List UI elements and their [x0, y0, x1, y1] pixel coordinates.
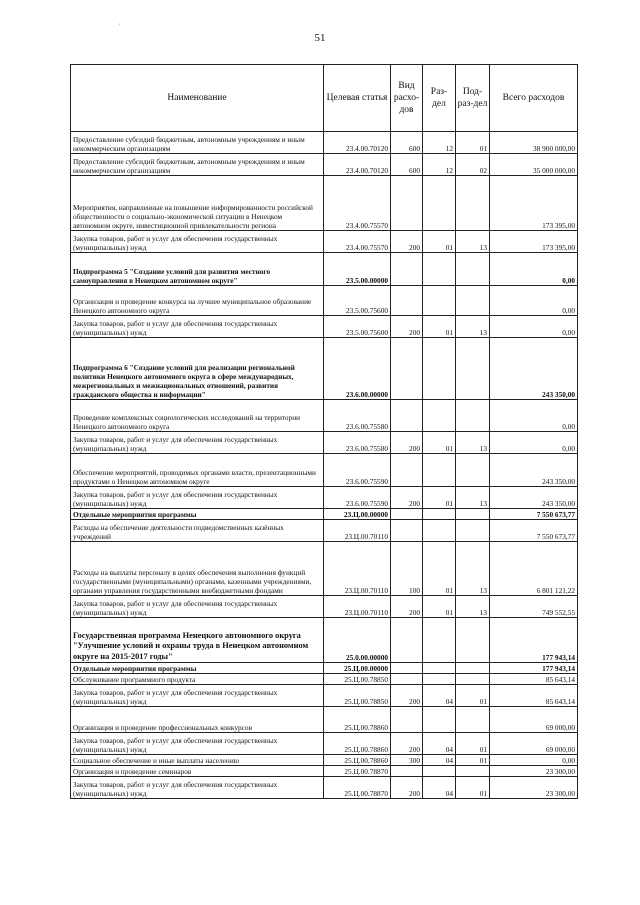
cell-article: 23.4.00.75570	[324, 231, 391, 253]
table-row	[71, 338, 578, 400]
table-row	[71, 520, 578, 542]
cell-name: Обслуживание программного продукта	[71, 674, 324, 685]
cell-total: 0,00	[490, 286, 578, 316]
cell-section: 01	[423, 596, 456, 618]
header-article: Целевая статья	[324, 65, 391, 132]
cell-total: 749 552,55	[490, 596, 578, 618]
table-row	[71, 685, 578, 707]
cell-subsection	[456, 338, 490, 400]
cell-subsection	[456, 766, 490, 777]
cell-section: 04	[423, 685, 456, 707]
cell-subsection	[456, 253, 490, 286]
cell-total: 173 395,00	[490, 231, 578, 253]
cell-name: Государственная программа Ненецкого автономного округа "Улучшение условий и охраны труда в Ненецком автономном округе на 2015-2017 годы"	[71, 618, 324, 663]
cell-article: 23.Ц.00.00000	[324, 509, 391, 520]
cell-name: Расходы на выплаты персоналу в целях обеспечения выполнения функций государственными (муниципальными) органами, казенными учреждениями, органами управления государственными внебюджетными фондами	[71, 542, 324, 596]
cell-name: Социальное обеспечение и иные выплаты населению	[71, 755, 324, 766]
cell-type	[391, 520, 423, 542]
cell-subsection	[456, 520, 490, 542]
cell-article: 23.5.00.75600	[324, 286, 391, 316]
cell-total: 173 395,00	[490, 176, 578, 231]
cell-type: 300	[391, 755, 423, 766]
cell-name: Закупка товаров, работ и услуг для обеспечения государственных (муниципальных) нужд	[71, 596, 324, 618]
cell-total: 243 350,00	[490, 338, 578, 400]
cell-total: 7 550 673,77	[490, 509, 578, 520]
cell-section	[423, 707, 456, 733]
cell-name: Закупка товаров, работ и услуг для обеспечения государственных (муниципальных) нужд	[71, 231, 324, 253]
cell-article: 23.6.00.75580	[324, 432, 391, 454]
cell-total: 0,00	[490, 316, 578, 338]
cell-section: 01	[423, 231, 456, 253]
cell-section: 04	[423, 755, 456, 766]
header-subsection: Под-раз-дел	[456, 65, 490, 132]
cell-subsection: 01	[456, 755, 490, 766]
cell-total: 23 300,00	[490, 777, 578, 799]
table-row	[71, 755, 578, 766]
cell-article: 25.Ц.00.78850	[324, 685, 391, 707]
cell-section: 01	[423, 316, 456, 338]
cell-section	[423, 674, 456, 685]
cell-name: Закупка товаров, работ и услуг для обеспечения государственных (муниципальных) нужд	[71, 316, 324, 338]
cell-name: Организация и проведение конкурса на лучшее муниципальное образование Ненецкого автономного округа	[71, 286, 324, 316]
cell-total: 0,00	[490, 755, 578, 766]
cell-name: Закупка товаров, работ и услуг для обеспечения государственных (муниципальных) нужд	[71, 733, 324, 755]
cell-type	[391, 674, 423, 685]
cell-subsection	[456, 707, 490, 733]
cell-article: 23.5.00.75600	[324, 316, 391, 338]
cell-article: 25.Ц.00.78860	[324, 755, 391, 766]
table-row	[71, 400, 578, 432]
table-row	[71, 286, 578, 316]
table-row	[71, 596, 578, 618]
cell-type	[391, 766, 423, 777]
cell-subsection	[456, 400, 490, 432]
cell-type	[391, 286, 423, 316]
cell-type	[391, 707, 423, 733]
cell-name: Обеспечение мероприятий, проводимых органами власти, презентационными продуктами о Ненецком автономном округе	[71, 454, 324, 487]
cell-section	[423, 338, 456, 400]
cell-name: Отдельные мероприятия программы	[71, 663, 324, 674]
cell-total: 85 643,14	[490, 685, 578, 707]
cell-type	[391, 509, 423, 520]
table-row	[71, 766, 578, 777]
cell-name: Подпрограмма 6 "Создание условий для реализации региональной политики Ненецкого автономного округа в сфере международных, межрегиональных и межнациональных отношений, развития гражданского общества и информации"	[71, 338, 324, 400]
cell-section: 12	[423, 154, 456, 176]
cell-subsection	[456, 176, 490, 231]
cell-type	[391, 253, 423, 286]
cell-name: Закупка товаров, работ и услуг для обеспечения государственных (муниципальных) нужд	[71, 777, 324, 799]
cell-section	[423, 454, 456, 487]
cell-type: 200	[391, 487, 423, 509]
cell-total: 7 550 673,77	[490, 520, 578, 542]
table-header-row	[71, 65, 578, 132]
cell-name: Организация и проведение профессиональных конкурсов	[71, 707, 324, 733]
cell-name: Предоставление субсидий бюджетным, автономным учреждениям и иным некоммерческим организациям	[71, 132, 324, 154]
cell-name: Расходы на обеспечение деятельности подведомственных казённых учреждений	[71, 520, 324, 542]
cell-article: 25.Ц.00.78870	[324, 777, 391, 799]
cell-article: 23.Ц.00.70110	[324, 596, 391, 618]
cell-total: 85 643,14	[490, 674, 578, 685]
budget-table	[70, 64, 578, 799]
cell-type: 200	[391, 316, 423, 338]
cell-name: Мероприятия, направленные на повышение информированности российской общественности о социально-экономической ситуации в Ненецком автономном округе, инвестиционной привлекательности региона	[71, 176, 324, 231]
cell-total: 6 801 121,22	[490, 542, 578, 596]
cell-name: Закупка товаров, работ и услуг для обеспечения государственных (муниципальных) нужд	[71, 487, 324, 509]
cell-total: 69 000,00	[490, 733, 578, 755]
table-row	[71, 707, 578, 733]
cell-subsection	[456, 663, 490, 674]
cell-total: 0,00	[490, 432, 578, 454]
cell-total: 243 350,00	[490, 487, 578, 509]
cell-name: Организация и проведение семинаров	[71, 766, 324, 777]
table-body	[71, 132, 578, 799]
cell-article: 25.0.00.00000	[324, 618, 391, 663]
table-row	[71, 777, 578, 799]
cell-article: 23.6.00.00000	[324, 338, 391, 400]
table-row	[71, 618, 578, 663]
cell-article: 23.6.00.75590	[324, 487, 391, 509]
cell-section: 04	[423, 733, 456, 755]
cell-type	[391, 338, 423, 400]
cell-section	[423, 176, 456, 231]
cell-section	[423, 520, 456, 542]
table-row	[71, 674, 578, 685]
cell-type: 600	[391, 132, 423, 154]
cell-subsection: 01	[456, 685, 490, 707]
cell-type: 100	[391, 542, 423, 596]
table-row	[71, 663, 578, 674]
header-total: Всего расходов	[490, 65, 578, 132]
cell-total: 177 943,14	[490, 618, 578, 663]
cell-total: 38 900 000,00	[490, 132, 578, 154]
table-row	[71, 316, 578, 338]
cell-type	[391, 400, 423, 432]
cell-subsection: 13	[456, 487, 490, 509]
cell-type: 200	[391, 231, 423, 253]
cell-subsection: 13	[456, 596, 490, 618]
cell-subsection: 01	[456, 733, 490, 755]
cell-subsection: 13	[456, 316, 490, 338]
cell-section	[423, 253, 456, 286]
cell-subsection	[456, 674, 490, 685]
table-row	[71, 487, 578, 509]
cell-total: 0,00	[490, 253, 578, 286]
cell-article: 23.6.00.75580	[324, 400, 391, 432]
cell-section	[423, 663, 456, 674]
cell-type	[391, 176, 423, 231]
cell-total: 69 000,00	[490, 707, 578, 733]
cell-name: Закупка товаров, работ и услуг для обеспечения государственных (муниципальных) нужд	[71, 685, 324, 707]
cell-subsection: 13	[456, 231, 490, 253]
page-number: 51	[314, 32, 326, 44]
cell-section	[423, 618, 456, 663]
cell-total: 243 350,00	[490, 454, 578, 487]
cell-subsection: 13	[456, 432, 490, 454]
table-row	[71, 132, 578, 154]
cell-name: Предоставление субсидий бюджетным, автономным учреждениям и иным некоммерческим организациям	[71, 154, 324, 176]
cell-subsection: 13	[456, 542, 490, 596]
header-name: Наименование	[71, 65, 324, 132]
cell-type: 200	[391, 596, 423, 618]
cell-subsection: 02	[456, 154, 490, 176]
cell-section	[423, 509, 456, 520]
table-row	[71, 733, 578, 755]
cell-article: 25.Ц.00.78860	[324, 707, 391, 733]
cell-subsection	[456, 454, 490, 487]
cell-type: 200	[391, 733, 423, 755]
cell-article: 23.4.00.70120	[324, 154, 391, 176]
cell-section: 01	[423, 542, 456, 596]
cell-name: Отдельные мероприятия программы	[71, 509, 324, 520]
cell-name: Закупка товаров, работ и услуг для обеспечения государственных (муниципальных) нужд	[71, 432, 324, 454]
cell-section	[423, 286, 456, 316]
cell-type: 200	[391, 777, 423, 799]
table-row	[71, 542, 578, 596]
scan-mark: ,	[119, 20, 121, 26]
table-row	[71, 176, 578, 231]
cell-article: 23.5.00.00000	[324, 253, 391, 286]
cell-section: 01	[423, 432, 456, 454]
table-row	[71, 432, 578, 454]
cell-name: Проведение комплексных социологических исследований на территории Ненецкого автономного округа	[71, 400, 324, 432]
table-row	[71, 231, 578, 253]
header-section: Раз-дел	[423, 65, 456, 132]
cell-article: 23.4.00.75570	[324, 176, 391, 231]
cell-total: 177 943,14	[490, 663, 578, 674]
cell-section: 12	[423, 132, 456, 154]
cell-article: 23.4.00.70120	[324, 132, 391, 154]
table-row	[71, 454, 578, 487]
cell-total: 23 300,00	[490, 766, 578, 777]
cell-type: 200	[391, 432, 423, 454]
cell-type	[391, 663, 423, 674]
cell-section: 04	[423, 777, 456, 799]
cell-subsection	[456, 509, 490, 520]
cell-article: 23.Ц.00.70110	[324, 520, 391, 542]
cell-section	[423, 400, 456, 432]
cell-section	[423, 766, 456, 777]
header-type: Вид расхо-дов	[391, 65, 423, 132]
cell-type: 200	[391, 685, 423, 707]
cell-article: 25.Ц.00.78850	[324, 674, 391, 685]
cell-article: 25.Ц.00.00000	[324, 663, 391, 674]
cell-article: 23.Ц.00.70110	[324, 542, 391, 596]
cell-name: Подпрограмма 5 "Создание условий для развития местного самоуправления в Ненецком автономном округе"	[71, 253, 324, 286]
cell-total: 0,00	[490, 400, 578, 432]
cell-article: 25.Ц.00.78870	[324, 766, 391, 777]
cell-article: 23.6.00.75590	[324, 454, 391, 487]
table-row	[71, 253, 578, 286]
cell-subsection: 01	[456, 777, 490, 799]
cell-article: 25.Ц.00.78860	[324, 733, 391, 755]
cell-total: 35 000 000,00	[490, 154, 578, 176]
table-row	[71, 154, 578, 176]
cell-type: 600	[391, 154, 423, 176]
cell-subsection	[456, 618, 490, 663]
cell-type	[391, 454, 423, 487]
cell-section: 01	[423, 487, 456, 509]
cell-subsection	[456, 286, 490, 316]
cell-subsection: 01	[456, 132, 490, 154]
table-row	[71, 509, 578, 520]
cell-type	[391, 618, 423, 663]
